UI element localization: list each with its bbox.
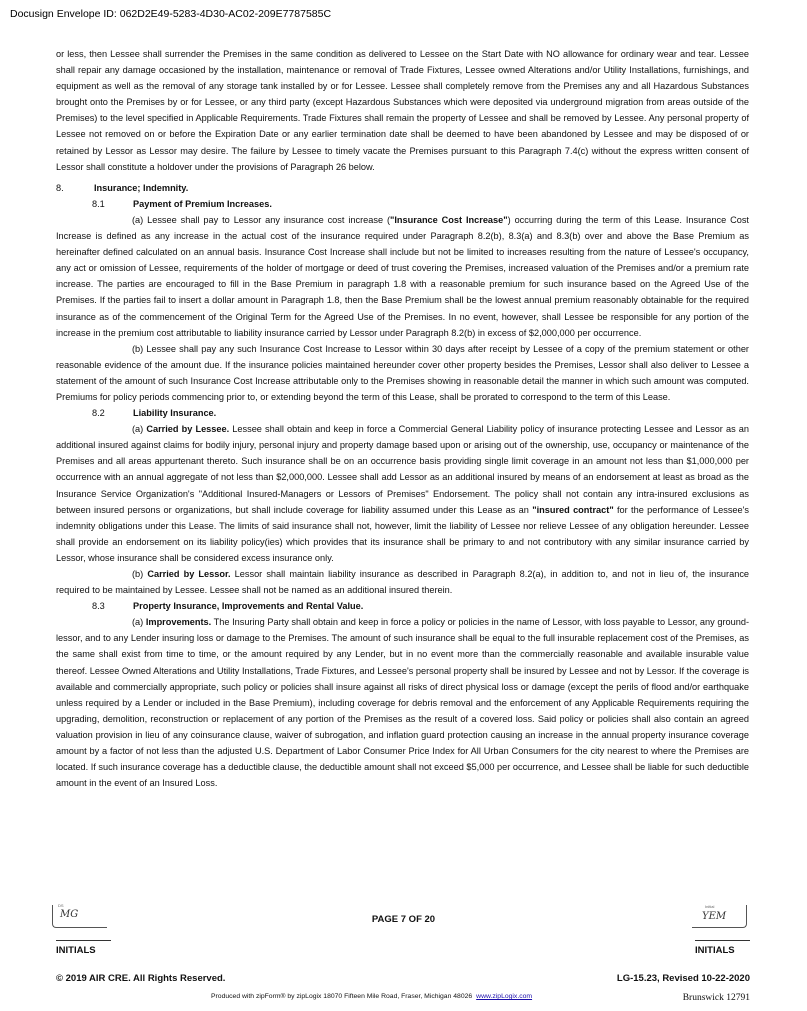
section-8-1-heading bbox=[56, 196, 749, 212]
produced-with bbox=[211, 993, 532, 1000]
section-8-2-b-title: Carried by Lessor. bbox=[147, 569, 231, 579]
initials-line-right bbox=[695, 940, 750, 941]
section-8-2-a-label: (a) bbox=[132, 424, 147, 435]
continuation-paragraph: or less, then Lessee shall surrender the Premises in the same condition as delivered to Lessee on the Start Date with NO allowance for ordinary wear and tear. Lessee shall repair any damage occasioned by the installation, maintenance or removal of Trade Fixtures, Lessee owned Alterations and/or Utility Installations, furnishings, and equipment as well as the removal of any storage tank installed by or for Lessee. Lessee shall completely remove from the Premises any and all Hazardous Substances brought onto the Premises by or for Lessee, or any third party (except Hazardous Substances which were deposited via underground migration from areas outside of the Premises) to the level specified in Applicable Requirements. Trade Fixtures shall remain the property of Lessee and shall be removed by Lessee. Any personal property of Lessee not removed on or before the Expiration Date or any earlier termination date shall be deemed to have been abandoned by Lessee and may be disposed of or retained by Lessor as Lessor may desire. The failure by Lessee to timely vacate the Premises pursuant to this Paragraph 7.4(c) without the express written consent of Lessor shall constitute a holdover under the provisions of Paragraph 26 below. bbox=[56, 49, 749, 172]
section-8-2-a-text-1: Lessee shall obtain and keep in force a Commercial General Liability policy of insurance protecting Lessee and Lessor as an additional insured against claims for bodily injury, personal injury and property damage based upon or arising out of the ownership, use, occupancy or maintenance of the Premises and all areas appurtenant thereto. Such insurance shall be on an occurrence basis providing single limit coverage in an amount not less than $1,000,000 per occurrence with an annual aggregate of not less than $2,000,000. Lessee shall add Lessor as an additional insured by means of an endorsement at least as broad as the Insurance Service Organization's "Additional Insured-Managers or Lessors of Premises" Endorsement. The policy shall not contain any intra-insured exclusions as between insured persons or organizations, but shall include coverage for liability assumed under this Lease as an bbox=[56, 424, 749, 515]
section-8-2-b-label: (b) bbox=[132, 569, 148, 579]
section-8-2-a-term: "insured contract" bbox=[532, 504, 614, 515]
docusign-envelope-id: Docusign Envelope ID: 062D2E49-5283-4D30-AC02-209E7787585C bbox=[10, 8, 332, 20]
section-8-1-title: Payment of Premium Increases. bbox=[133, 198, 272, 209]
section-8-3-a-label: (a) bbox=[132, 617, 146, 628]
ziplogix-link[interactable]: www.zipLogix.com bbox=[476, 993, 533, 1000]
section-8-1-a-term: "Insurance Cost Increase" bbox=[390, 214, 508, 225]
form-number: LG-15.23, Revised 10-22-2020 bbox=[616, 973, 750, 984]
section-8-2-b-paragraph bbox=[56, 566, 749, 598]
section-8-2-a-paragraph bbox=[56, 421, 749, 566]
section-8-2-b-text: Lessor shall maintain liability insurance as described in Paragraph 8.2(a), in addition to, and not in lieu of, the insurance required to be maintained by Lessee. Lessee shall not be named as an additional insured therein. bbox=[56, 569, 750, 596]
section-8-3-a-title: Improvements. bbox=[145, 617, 212, 628]
section-8-1-a-lead: (a) Lessee shall pay to Lessor any insurance cost increase ( bbox=[132, 214, 391, 225]
initials-signature-right: YEM bbox=[702, 911, 727, 922]
section-8-3-heading bbox=[56, 598, 749, 614]
initials-label-left: INITIALS bbox=[56, 945, 96, 956]
section-8-2-heading bbox=[56, 405, 749, 421]
section-8-2-number: 8.2 bbox=[92, 408, 105, 419]
section-8-1-number: 8.1 bbox=[92, 198, 105, 209]
section-8-number: 8. bbox=[56, 182, 64, 193]
page-content bbox=[56, 46, 749, 791]
page-number: PAGE 7 OF 20 bbox=[371, 914, 436, 925]
section-8-2-a-title: Carried by Lessee. bbox=[146, 424, 230, 435]
section-8-3-a-text: The Insuring Party shall obtain and keep in force a policy or policies in the name of Lessor, with loss payable to Lessor, any ground-lessor, and to any Lender insuring loss or damage to the Premises. The amount of such insurance shall be equal to the full insurable replacement cost of the Premises, as the same shall exist from time to time, or the amount required by any Lender, but in no event more than the commercially reasonable and available insurable value thereof. Lessee Owned Alterations and Utility Installations, Trade Fixtures, and Lessee's personal property shall be insured by Lessee and not by Lessor. If the coverage is available and commercially appropriate, such policy or policies shall insure against all risks of direct physical loss or damage (except the perils of flood and/or earthquake unless required by a Lender or included in the Base Premium), including coverage for debris removal and the enforcement of any Applicable Requirements requiring the upgrading, demolition, reconstruction or replacement of any portion of the Premises as the result of a covered loss. Said policy or policies shall also contain an agreed valuation provision in lieu of any coinsurance clause, waiver of subrogation, and inflation guard protection causing an increase in the annual property insurance coverage amount by a factor of not less than the adjusted U.S. Department of Labor Consumer Price Index for All Urban Consumers for the city nearest to where the Premises are located. If such insurance coverage has a deductible clause, the deductible amount shall not exceed $5,000 per occurrence, and Lessee shall be liable for such deductible amount in the event of an Insured Loss. bbox=[56, 617, 750, 789]
section-8-1-a-paragraph bbox=[56, 212, 749, 341]
section-8-1-a-text: ) occurring during the term of this Lease. Insurance Cost Increase is defined as any increase in the actual cost of the insurance required under Paragraph 8.2(b), 8.3(a) and 8.3(b) over and above the Base Premium as hereinafter defined calculated on an annual basis. Insurance Cost Increase shall include but not be limited to increases resulting from the nature of Lessee's occupancy, any act or omission of Lessee, requirements of the holder of mortgage or deed of trust covering the Premises, increased valuation of the Premises and/or a premium rate increase. The parties are encouraged to fill in the Base Premium in paragraph 1.8 with a reasonable premium for such insurance based on the Agreed Use of the Premises. If the parties fail to insert a dollar amount in Paragraph 1.8, then the Base Premium shall be the lowest annual premium reasonably obtainable for the required insurance as of the commencement of the Original Term for the Agreed Use of the Premises. In no event, however, shall Lessee be responsible for any portion of the increase in the premium cost attributable to liability insurance carried by Lessor under Paragraph 8.2(b) in excess of $2,000,000 per occurrence. bbox=[56, 214, 749, 338]
section-8-1-b-paragraph: (b) Lessee shall pay any such Insurance Cost Increase to Lessor within 30 days after receipt by Lessee of a copy of the premium statement or other reasonable evidence of the amount due. If the insurance policies maintained hereunder cover other property besides the Premises, Lessor shall also deliver to Lessee a statement of the amount of such Insurance Cost Increase attributable only to the Premises showing in reasonable detail the manner in which such amount was computed. Premiums for policy periods commencing prior to, or extending beyond the term of this Lease, shall be prorated to correspond to the term of this Lease. bbox=[56, 343, 749, 402]
initials-signature-left: MG bbox=[60, 909, 79, 920]
initials-line-left bbox=[56, 940, 111, 941]
initials-tag-left: DS bbox=[58, 903, 64, 908]
file-reference: Brunswick 12791 bbox=[682, 993, 750, 1003]
initials-label-right: INITIALS bbox=[695, 945, 735, 956]
produced-text: Produced with zipForm® by zipLogix 18070 Fifteen Mile Road, Fraser, Michigan 48026 bbox=[211, 993, 473, 1000]
section-8-3-a-paragraph bbox=[56, 614, 749, 791]
section-8-3-title: Property Insurance, Improvements and Rental Value. bbox=[133, 601, 364, 612]
section-8-title: Insurance; Indemnity. bbox=[94, 182, 189, 193]
section-8-heading bbox=[56, 180, 749, 196]
copyright: © 2019 AIR CRE. All Rights Reserved. bbox=[56, 973, 226, 984]
section-8-2-a-text-2: for the performance of Lessee's indemnity obligations under this Lease. The limits of said insurance shall not, however, limit the liability of Lessee nor relieve Lessee of any obligation hereunder. Lessee shall provide an endorsement on its liability policy(ies) which provides that its insurance shall be primary to and not contributory with any similar insurance carried by Lessor, whose insurance shall be considered excess insurance only. bbox=[56, 504, 749, 563]
initials-tag-right: Initial bbox=[705, 904, 715, 909]
section-8-3-number: 8.3 bbox=[92, 601, 105, 612]
section-8-2-title: Liability Insurance. bbox=[133, 408, 217, 419]
